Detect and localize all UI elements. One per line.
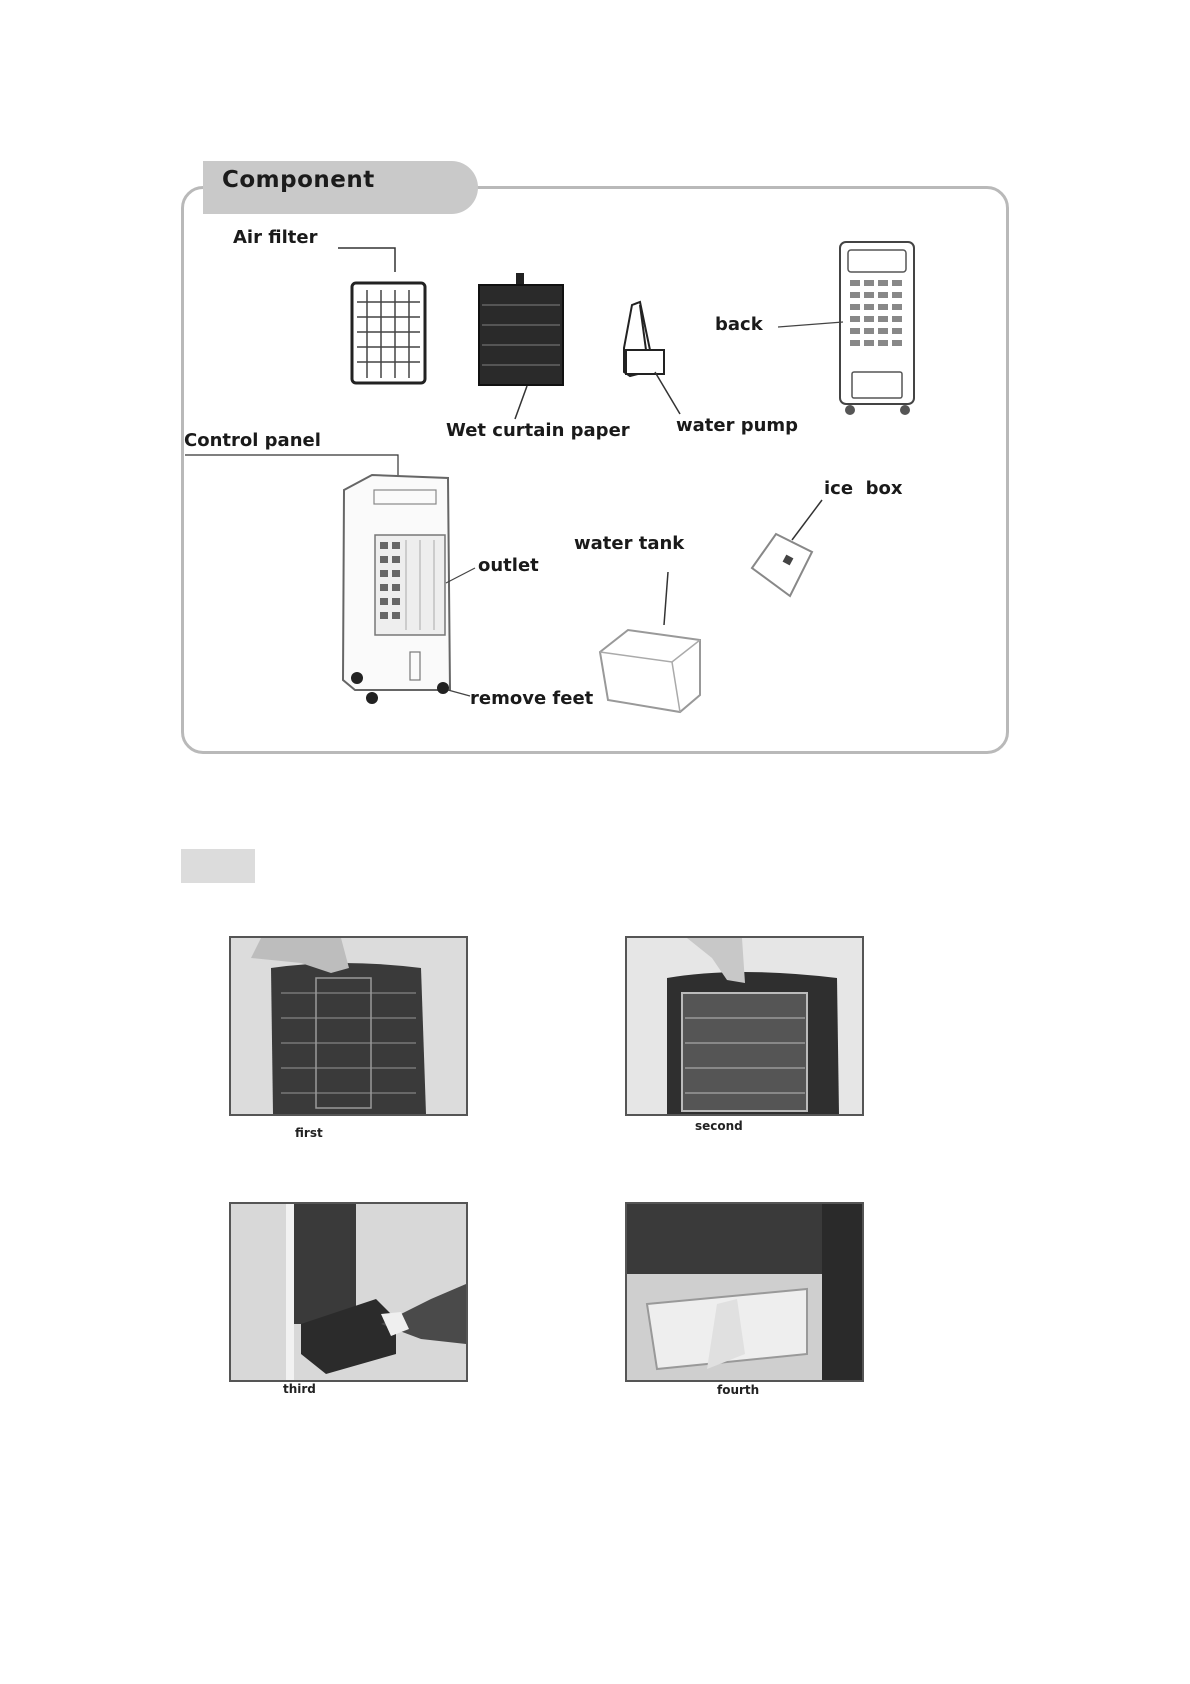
label-back: back <box>715 314 763 335</box>
label-water-pump: water pump <box>676 415 799 436</box>
back-panel-illustration <box>778 242 914 415</box>
step-photo-third <box>229 1202 468 1382</box>
step-caption-third: third <box>283 1382 316 1396</box>
label-control-panel: Control panel <box>184 430 321 451</box>
step-photo-fourth <box>625 1202 864 1382</box>
section-header-bar <box>181 849 255 883</box>
label-wet-curtain-paper: Wet curtain paper <box>446 420 630 441</box>
step-photo-second <box>625 936 864 1116</box>
label-ice-box: ice box <box>824 478 903 499</box>
wet-curtain-illustration <box>479 273 563 419</box>
label-remove-feet: remove feet <box>470 688 594 709</box>
step-caption-fourth: fourth <box>717 1383 760 1397</box>
ice-box-illustration <box>752 500 822 596</box>
step-caption-second: second <box>695 1119 743 1133</box>
step-caption-first: first <box>295 1126 323 1140</box>
label-air-filter: Air filter <box>233 227 318 248</box>
cooler-unit-illustration <box>185 455 475 704</box>
label-outlet: outlet <box>478 555 539 576</box>
water-tank-illustration <box>600 572 700 712</box>
water-pump-illustration <box>624 302 680 414</box>
component-title: Component <box>222 167 375 193</box>
step-photo-first <box>229 936 468 1116</box>
label-water-tank: water tank <box>574 533 685 554</box>
air-filter-illustration <box>338 248 425 383</box>
